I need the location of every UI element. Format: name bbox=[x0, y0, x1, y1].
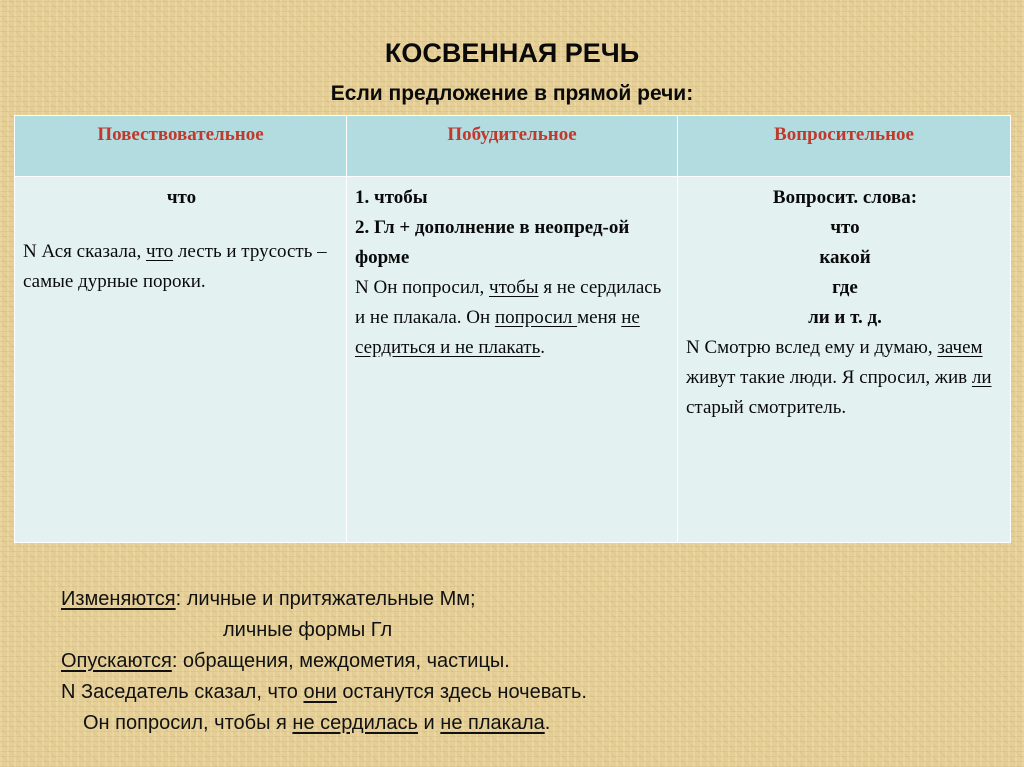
note-line-changes-cont: личные формы Гл bbox=[223, 619, 393, 641]
note-example-1 bbox=[61, 677, 1001, 708]
example-underlined: ли bbox=[971, 367, 992, 388]
header-imperative: Побудительное bbox=[347, 116, 678, 177]
interrogative-heading: Вопросит. слова: bbox=[772, 187, 918, 208]
declarative-example bbox=[23, 237, 340, 297]
note-text: . bbox=[544, 712, 551, 734]
slide-subtitle: Если предложение в прямой речи: bbox=[330, 82, 694, 105]
example-text: меня bbox=[577, 307, 622, 328]
example-underlined: чтобы bbox=[489, 277, 539, 298]
header-declarative: Повествовательное bbox=[15, 116, 347, 177]
example-text: старый смотритель. bbox=[686, 397, 847, 418]
imperative-rule-2: 2. Гл + дополнение в неопред-ой форме bbox=[355, 217, 630, 268]
note-term: Изменяются bbox=[61, 588, 176, 610]
example-text: . bbox=[540, 337, 546, 358]
declarative-keyword: что bbox=[166, 187, 197, 208]
example-text: N Ася сказала, bbox=[23, 241, 146, 262]
imperative-example bbox=[355, 273, 671, 363]
note-text: N Заседатель сказал, что bbox=[61, 681, 304, 703]
note-underlined: не сердилась bbox=[292, 712, 418, 734]
example-underlined: попросил bbox=[494, 307, 578, 328]
example-underlined: зачем bbox=[937, 337, 983, 358]
cell-interrogative bbox=[678, 177, 1011, 543]
example-text: живут такие люди. Я спросил, жив bbox=[686, 367, 972, 388]
note-underlined: они bbox=[303, 681, 337, 703]
table-header-row bbox=[15, 116, 1011, 177]
example-text: я не сердилась и не плакала. Он bbox=[355, 277, 662, 328]
example-text: N Смотрю вслед ему и думаю, bbox=[686, 337, 938, 358]
note-term: Опускаются bbox=[61, 650, 172, 672]
note-text: Он попросил, чтобы я bbox=[83, 712, 293, 734]
example-underlined: не сердиться и не плакать bbox=[355, 307, 640, 358]
note-underlined: не плакала bbox=[440, 712, 545, 734]
interrogative-example bbox=[686, 333, 1004, 423]
rules-table bbox=[14, 115, 1011, 543]
question-word: какой bbox=[819, 247, 871, 268]
imperative-rule-1: 1. чтобы bbox=[355, 187, 428, 208]
note-line-omitted bbox=[61, 646, 1001, 677]
table-body-row bbox=[15, 177, 1011, 543]
note-text: : личные и притяжательные Мм; bbox=[175, 588, 476, 610]
example-underlined: что bbox=[145, 241, 174, 262]
question-word: что bbox=[830, 217, 860, 238]
notes-block bbox=[61, 584, 1001, 739]
note-text: останутся здесь ночевать. bbox=[336, 681, 587, 703]
cell-imperative bbox=[347, 177, 678, 543]
question-word: где bbox=[832, 277, 858, 298]
header-interrogative: Вопросительное bbox=[678, 116, 1011, 177]
cell-declarative bbox=[15, 177, 347, 543]
spacer bbox=[23, 213, 340, 237]
example-text: N Он попросил, bbox=[355, 277, 490, 298]
question-word: ли и т. д. bbox=[808, 307, 882, 328]
slide-title: КОСВЕННАЯ РЕЧЬ bbox=[384, 38, 640, 68]
note-text: и bbox=[417, 712, 441, 734]
note-text: : обращения, междометия, частицы. bbox=[171, 650, 510, 672]
example-text: лесть и трусость – самые дурные пороки. bbox=[23, 241, 327, 292]
note-example-2 bbox=[61, 708, 1001, 739]
note-line-changes bbox=[61, 584, 1001, 615]
